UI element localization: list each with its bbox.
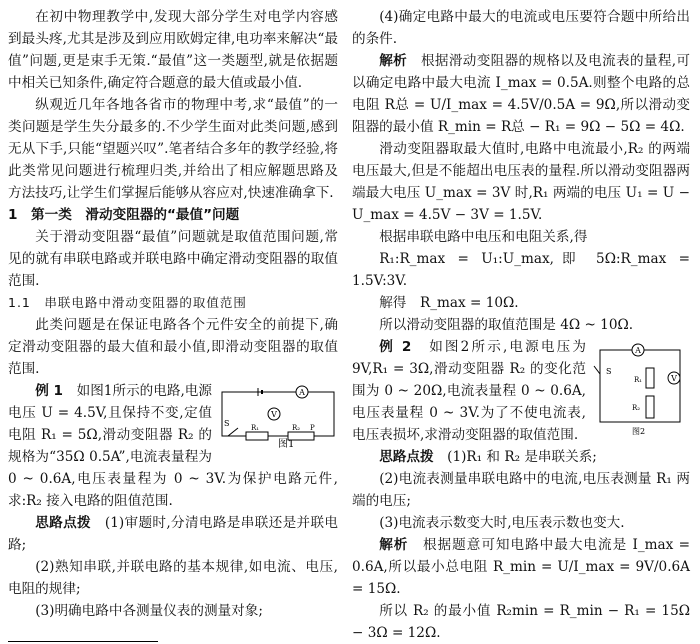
hint-paragraph [8, 512, 338, 556]
example-1-text: 如图1所示的电路,电源电压 U = 4.5V,且保持不变,定值电阻 R₁ = 5Ω,滑动变阻器 R₂ 的规格为“35Ω 0.5A”,电流表量程为 0 ~ 0.6A,电压表量程为 0 ~ 3V.为保护电路元件,求:R₂ 接入电路的阻值范围. [8, 383, 338, 509]
slider-label: P [310, 424, 315, 432]
left-column [8, 6, 338, 622]
r1-label-2: R₁ [634, 376, 643, 384]
hint-tag: 思路点拨 [35, 515, 91, 531]
footnote-rule [8, 641, 158, 642]
figure-1 [218, 384, 338, 448]
example-2-text: 如图2所示,电源电压为 9V,R₁ = 3Ω,滑动变阻器 R₂ 的变化范围为 0 ~ 20Ω,电流表量程 0 ~ 0.6A,电压表量程 0 ~ 3V.为了不使电流表,电压表损坏,求滑动变阻器的取值范围. [352, 339, 586, 443]
voltmeter-label-2: V [671, 374, 677, 383]
r2-label-2: R₂ [632, 404, 641, 412]
hint-tag-2: 思路点拨 [379, 449, 434, 465]
r1-label: R₁ [251, 424, 260, 432]
hint-2-1: (1)R₁ 和 R₂ 是串联关系; [447, 449, 597, 465]
analysis-2-1: 根据题意可知电路中最大电流是 I_max = 0.6A,所以最小总电阻 R_min = U/I_max = 9V/0.6A = 15Ω. [352, 537, 691, 597]
subsection-paragraph: 此类问题是在保证电路各个元件安全的前提下,确定滑动变阻器的最大值和最小值,即滑动变阻器的取值范围. [8, 317, 338, 377]
hint-2: (2)熟知串联,并联电路的基本规律,如电流、电压,电阻的规律; [8, 559, 338, 597]
figure-2 [592, 340, 690, 436]
figure-2-caption: 图2 [632, 427, 646, 436]
switch-label-2: S [606, 367, 612, 376]
analysis-5: 解得 R_max = 10Ω. [379, 295, 519, 311]
ammeter-label-2: A [635, 346, 641, 355]
hint-2-3: (3)电流表示数变大时,电压表示数也变大. [379, 515, 625, 531]
analysis-3: 根据串联电路中电压和电阻关系,得 [379, 229, 588, 245]
subsection-heading: 1.1 串联电路中滑动变阻器的取值范围 [8, 295, 247, 310]
overview-paragraph: 纵观近几年各地各省市的物理中考,求“最值”的一类问题是学生失分最多的.不少学生面对此类问题,感到无从下手,只能“望题兴叹”.笔者结合多年的教学经验,将此类常见问题进行梳理归类,并给出了相应解题思路及方法技巧,让学生们掌握后能够从容应对,快速准确拿下. [8, 97, 338, 201]
hint-3: (3)明确电路中各测量仪表的测量对象; [35, 603, 263, 619]
hint-2-2: (2)电流表测量串联电路中的电流,电压表测量 R₁ 两端的电压; [352, 471, 690, 509]
intro-paragraph: 在初中物理教学中,发现大部分学生对电学内容感到最头疼,尤其是涉及到应用欧姆定律,电功率来解决“最值”问题,更是束手无策.“最值”这一类题型,就是依据题中相关已知条件,确定符合题意的最大值或最小值. [8, 9, 338, 91]
hint-1: (1)审题时,分清电路是串联还是并联电路; [8, 515, 339, 553]
switch-label: S [224, 419, 230, 428]
analysis-2-2: 所以 R₂ 的最小值 R₂min = R_min − R₁ = 15Ω − 3Ω = 12Ω. [352, 603, 690, 641]
right-column [352, 6, 690, 644]
example-1-tag: 例 1 [35, 383, 63, 399]
analysis-1 [352, 50, 690, 138]
analysis-block-2 [352, 534, 690, 600]
voltmeter-label: V [271, 410, 277, 419]
ammeter-label: A [299, 388, 305, 397]
analysis-1-text: 根据滑动变阻器的规格以及电流表的量程,可以确定电路中最大电流 I_max = 0.5A.则整个电路的总电阻 R总 = U/I_max = 4.5V/0.5A = 9Ω,所以滑动变阻器的最小值 R_min = R总 − R₁ = 9Ω − 5Ω = 4Ω. [352, 53, 691, 135]
analysis-tag: 解析 [379, 53, 408, 69]
hint-4: (4)确定电路中最大的电流或电压要符合题中所给出的条件. [352, 9, 690, 47]
r2-label: R₂ [292, 424, 301, 432]
section-intro-paragraph: 关于滑动变阻器“最值”问题就是取值范围问题,常见的就有串联电路或并联电路中确定滑动变阻器的取值范围. [8, 229, 338, 289]
hint-block-2 [352, 446, 690, 468]
circuit-diagram-1 [218, 384, 338, 448]
section-heading: 1 第一类 滑动变阻器的“最值”问题 [8, 207, 240, 223]
analysis-4: R₁:R_max = U₁:U_max,即 5Ω:R_max = 1.5V:3V. [352, 251, 690, 289]
example-2-tag: 例 2 [379, 339, 412, 355]
analysis-2: 滑动变阻器取最大值时,电路中电流最小,R₂ 的两端电压最大,但是不能超出电压表的量程.所以滑动变阻器两端最大电压 U_max = 3V 时,R₁ 两端的电压 U₁ = U − U_max = 4.5V − 3V = 1.5V. [352, 141, 690, 223]
analysis-6: 所以滑动变阻器的取值范围是 4Ω ~ 10Ω. [379, 317, 634, 333]
analysis-tag-2: 解析 [379, 537, 409, 553]
figure-1-caption: 图1 [278, 439, 295, 448]
circuit-diagram-2 [592, 340, 690, 436]
